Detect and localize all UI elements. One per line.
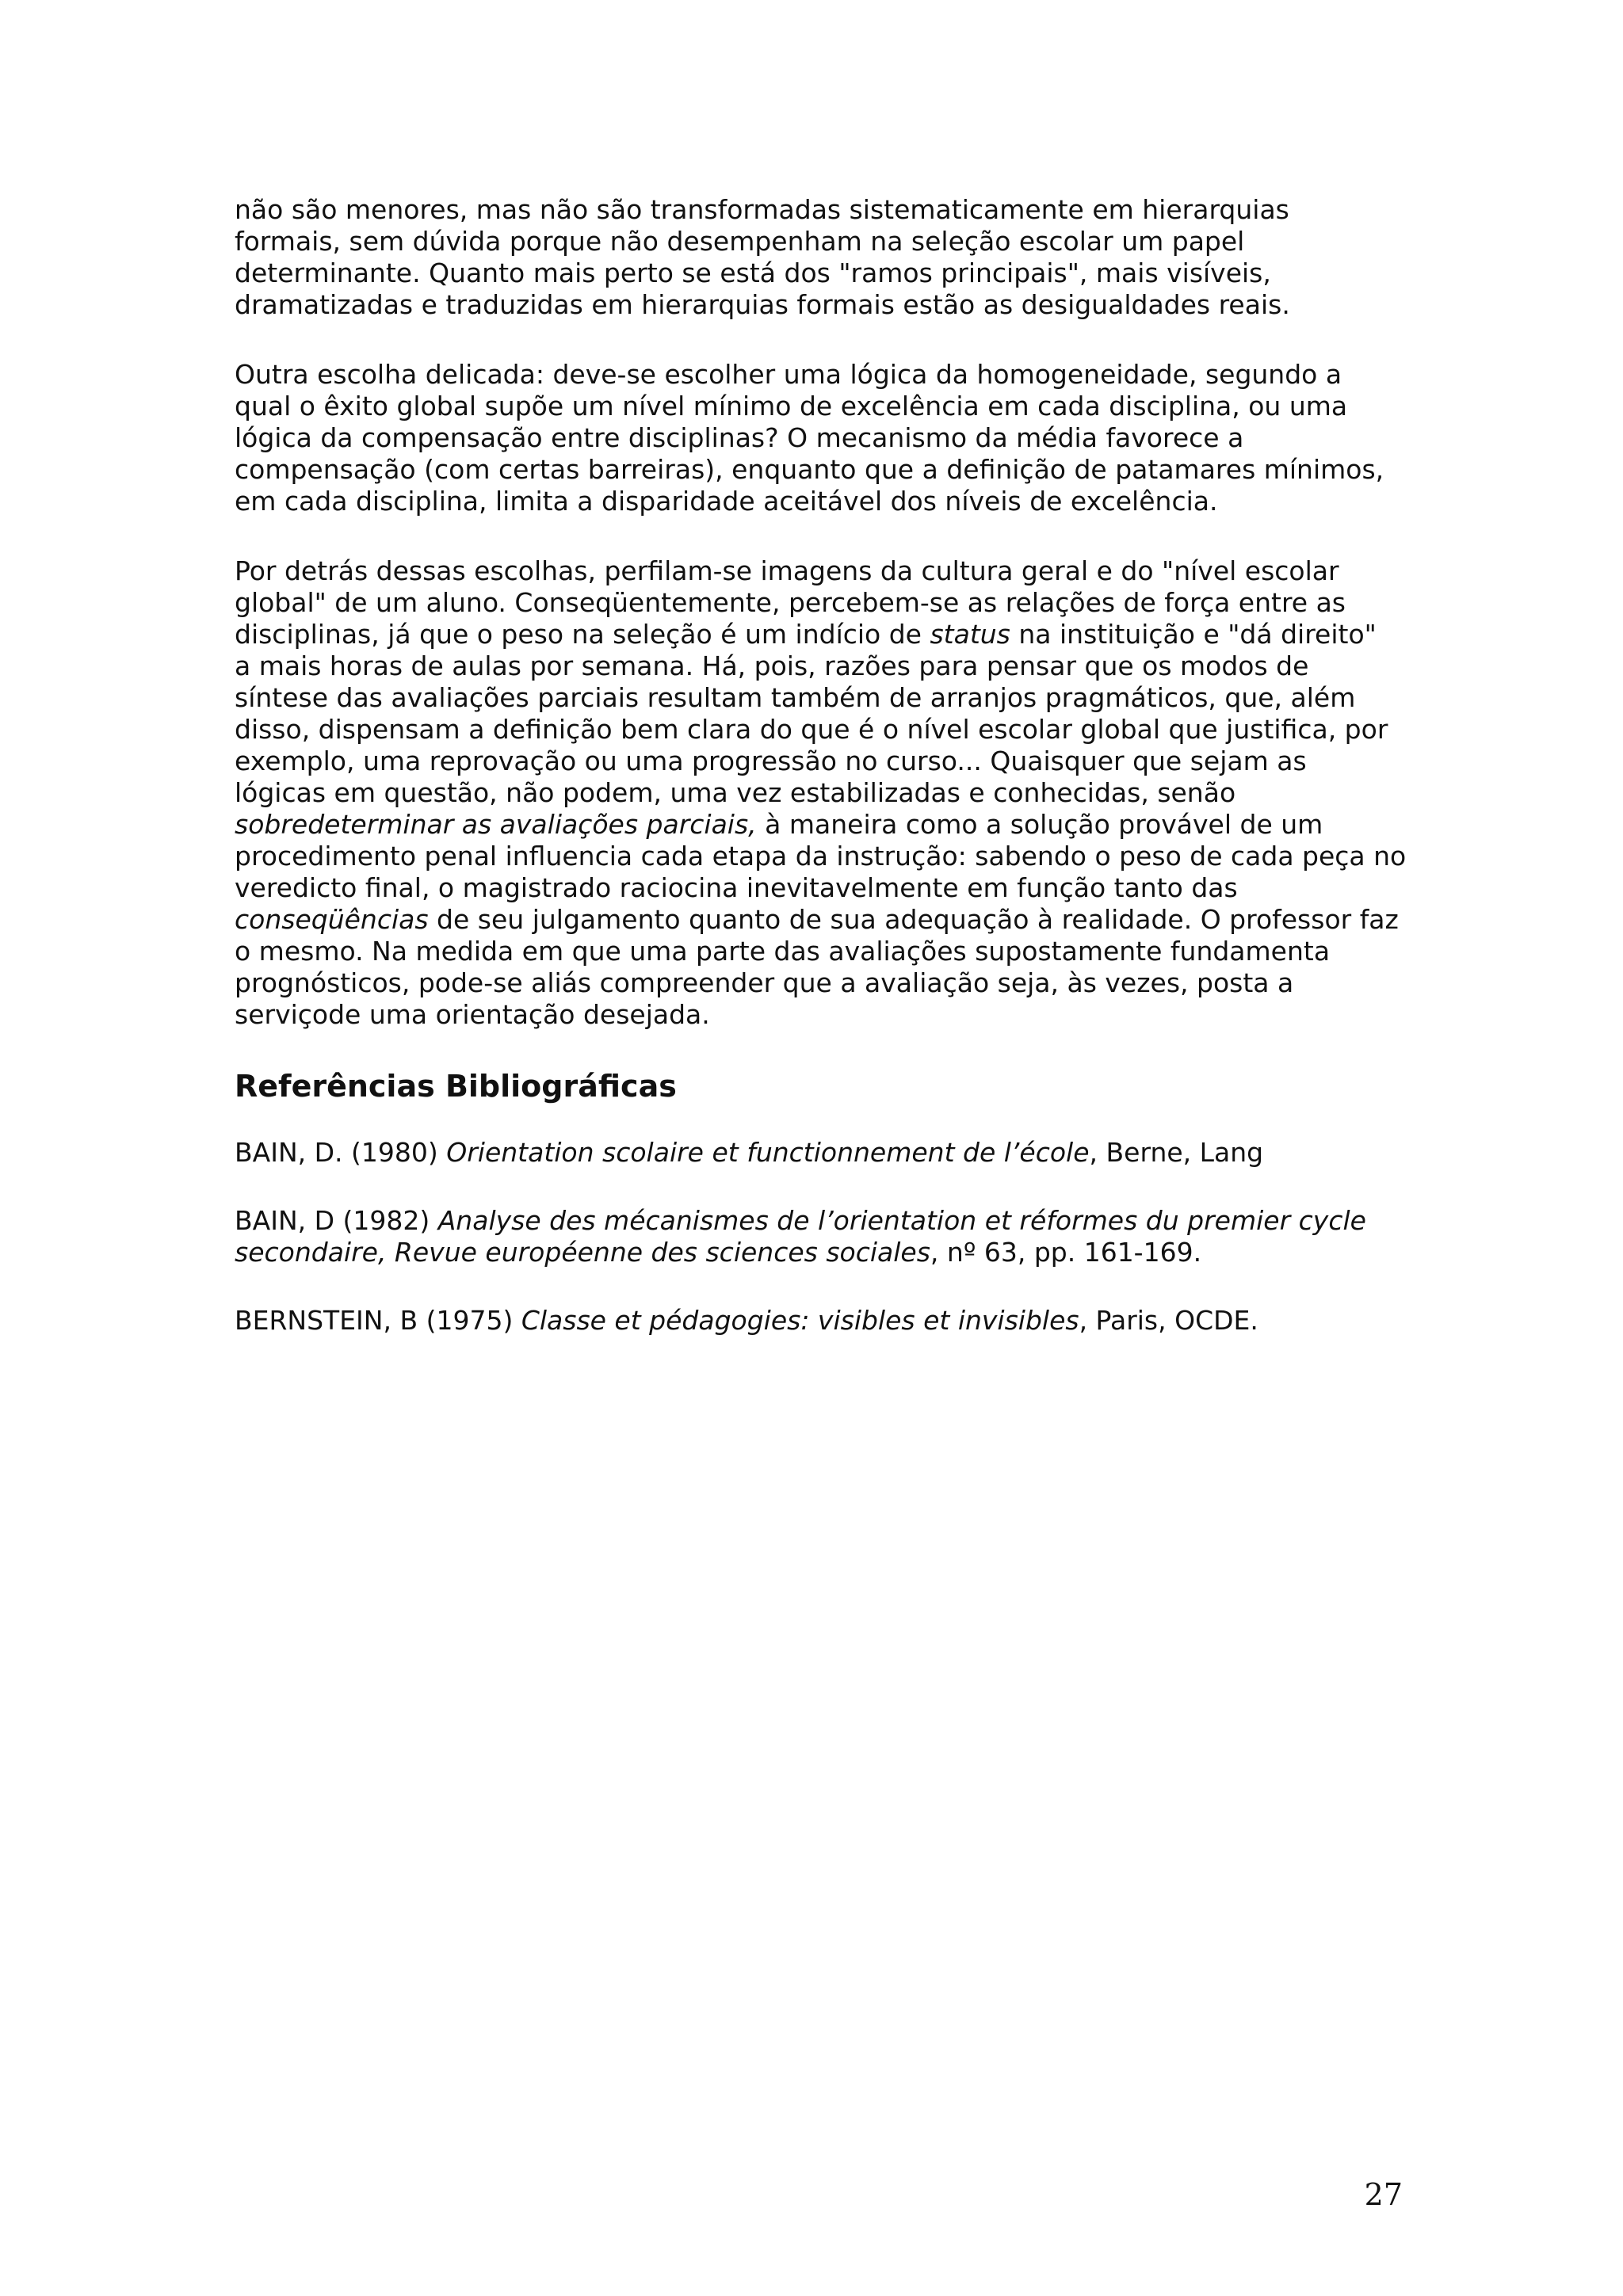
reference-list (235, 1137, 1415, 1337)
text-line (235, 746, 1415, 777)
text-line (235, 1137, 1415, 1169)
text-line (235, 682, 1415, 714)
text-line (235, 777, 1415, 809)
text-run: dramatizadas e traduzidas em hierarquias formais estão as desigualdades reais. (235, 289, 1290, 320)
italic-text: Orientation scolaire et functionnement de l’école (446, 1137, 1090, 1168)
text-line (235, 1237, 1415, 1268)
text-line (235, 1305, 1415, 1337)
text-line (235, 936, 1415, 967)
italic-text: Analyse des mécanismes de l’orientation et réformes du premier cycle (437, 1205, 1366, 1236)
paragraph (235, 194, 1415, 321)
text-run: exemplo, uma reprovação ou uma progressão no curso... Quaisquer que sejam as (235, 746, 1307, 776)
text-run: a mais horas de aulas por semana. Há, pois, razões para pensar que os modos de (235, 650, 1309, 681)
text-line (235, 1205, 1415, 1237)
text-line (235, 904, 1415, 936)
reference-entry (235, 1137, 1415, 1169)
text-line (235, 226, 1415, 257)
paragraph (235, 555, 1415, 1031)
italic-text: Classe et pédagogies: visibles et invisibles (521, 1305, 1079, 1336)
text-run: prognósticos, pode-se aliás compreender que a avaliação seja, às vezes, posta a (235, 967, 1294, 998)
text-run: lógicas em questão, não podem, uma vez estabilizadas e conhecidas, senão (235, 777, 1236, 808)
italic-text: status (930, 619, 1010, 650)
document-page (235, 194, 1415, 1373)
section-heading: Referências Bibliográficas (235, 1069, 677, 1104)
text-line (235, 555, 1415, 587)
text-run: Outra escolha delicada: deve-se escolher uma lógica da homogeneidade, segundo a (235, 359, 1342, 390)
text-run: disciplinas, já que o peso na seleção é um indício de (235, 619, 930, 650)
text-line (235, 619, 1415, 650)
text-run: síntese das avaliações parciais resultam também de arranjos pragmáticos, que, além (235, 682, 1356, 713)
text-run: na instituição e "dá direito" (1010, 619, 1377, 650)
text-run: global" de um aluno. Conseqüentemente, percebem-se as relações de força entre as (235, 587, 1346, 618)
text-run: procedimento penal influencia cada etapa da instrução: sabendo o peso de cada peça no (235, 841, 1407, 871)
text-run: qual o êxito global supõe um nível mínimo de excelência em cada disciplina, ou uma (235, 391, 1348, 421)
text-run: de seu julgamento quanto de sua adequação à realidade. O professor faz (428, 904, 1399, 935)
text-line (235, 486, 1415, 517)
text-run: BERNSTEIN, B (1975) (235, 1305, 521, 1336)
text-line (235, 809, 1415, 841)
text-line (235, 422, 1415, 454)
text-line (235, 872, 1415, 904)
reference-entry (235, 1305, 1415, 1337)
text-line (235, 587, 1415, 619)
paragraph (235, 359, 1415, 517)
text-run: compensação (com certas barreiras), enquanto que a definição de patamares mínimos, (235, 454, 1384, 485)
text-run: BAIN, D. (1980) (235, 1137, 447, 1168)
page-number: 27 (1364, 2177, 1403, 2212)
text-run: determinante. Quanto mais perto se está dos "ramos principais", mais visíveis, (235, 257, 1271, 288)
text-line (235, 289, 1415, 321)
text-line (235, 967, 1415, 999)
text-line (235, 999, 1415, 1031)
text-run: , Berne, Lang (1089, 1137, 1264, 1168)
text-line (235, 454, 1415, 486)
text-run: , Paris, OCDE. (1079, 1305, 1258, 1336)
text-run: serviçode uma orientação desejada. (235, 999, 710, 1030)
text-line (235, 841, 1415, 872)
text-line (235, 391, 1415, 422)
italic-text: secondaire, Revue européenne des sciences sociales (235, 1237, 930, 1268)
text-line (235, 257, 1415, 289)
body-text (235, 194, 1415, 1031)
text-run: lógica da compensação entre disciplinas? O mecanismo da média favorece a (235, 422, 1244, 453)
text-run: , nº 63, pp. 161-169. (930, 1237, 1202, 1268)
text-line (235, 194, 1415, 226)
text-run: não são menores, mas não são transformadas sistematicamente em hierarquias (235, 194, 1289, 225)
text-run: em cada disciplina, limita a disparidade aceitável dos níveis de excelência. (235, 486, 1218, 517)
text-run: veredicto final, o magistrado raciocina inevitavelmente em função tanto das (235, 872, 1238, 903)
text-run: Por detrás dessas escolhas, perfilam-se imagens da cultura geral e do "nível escolar (235, 555, 1339, 586)
italic-text: conseqüências (235, 904, 429, 935)
italic-text: sobredeterminar as avaliações parciais, (235, 809, 757, 840)
text-line (235, 359, 1415, 391)
text-run: disso, dispensam a definição bem clara do que é o nível escolar global que justifica, por (235, 714, 1388, 745)
text-line (235, 714, 1415, 746)
text-run: BAIN, D (1982) (235, 1205, 438, 1236)
text-line (235, 650, 1415, 682)
reference-entry (235, 1205, 1415, 1268)
text-run: à maneira como a solução provável de um (756, 809, 1323, 840)
text-run: o mesmo. Na medida em que uma parte das avaliações supostamente fundamenta (235, 936, 1331, 967)
text-run: formais, sem dúvida porque não desempenham na seleção escolar um papel (235, 226, 1245, 257)
